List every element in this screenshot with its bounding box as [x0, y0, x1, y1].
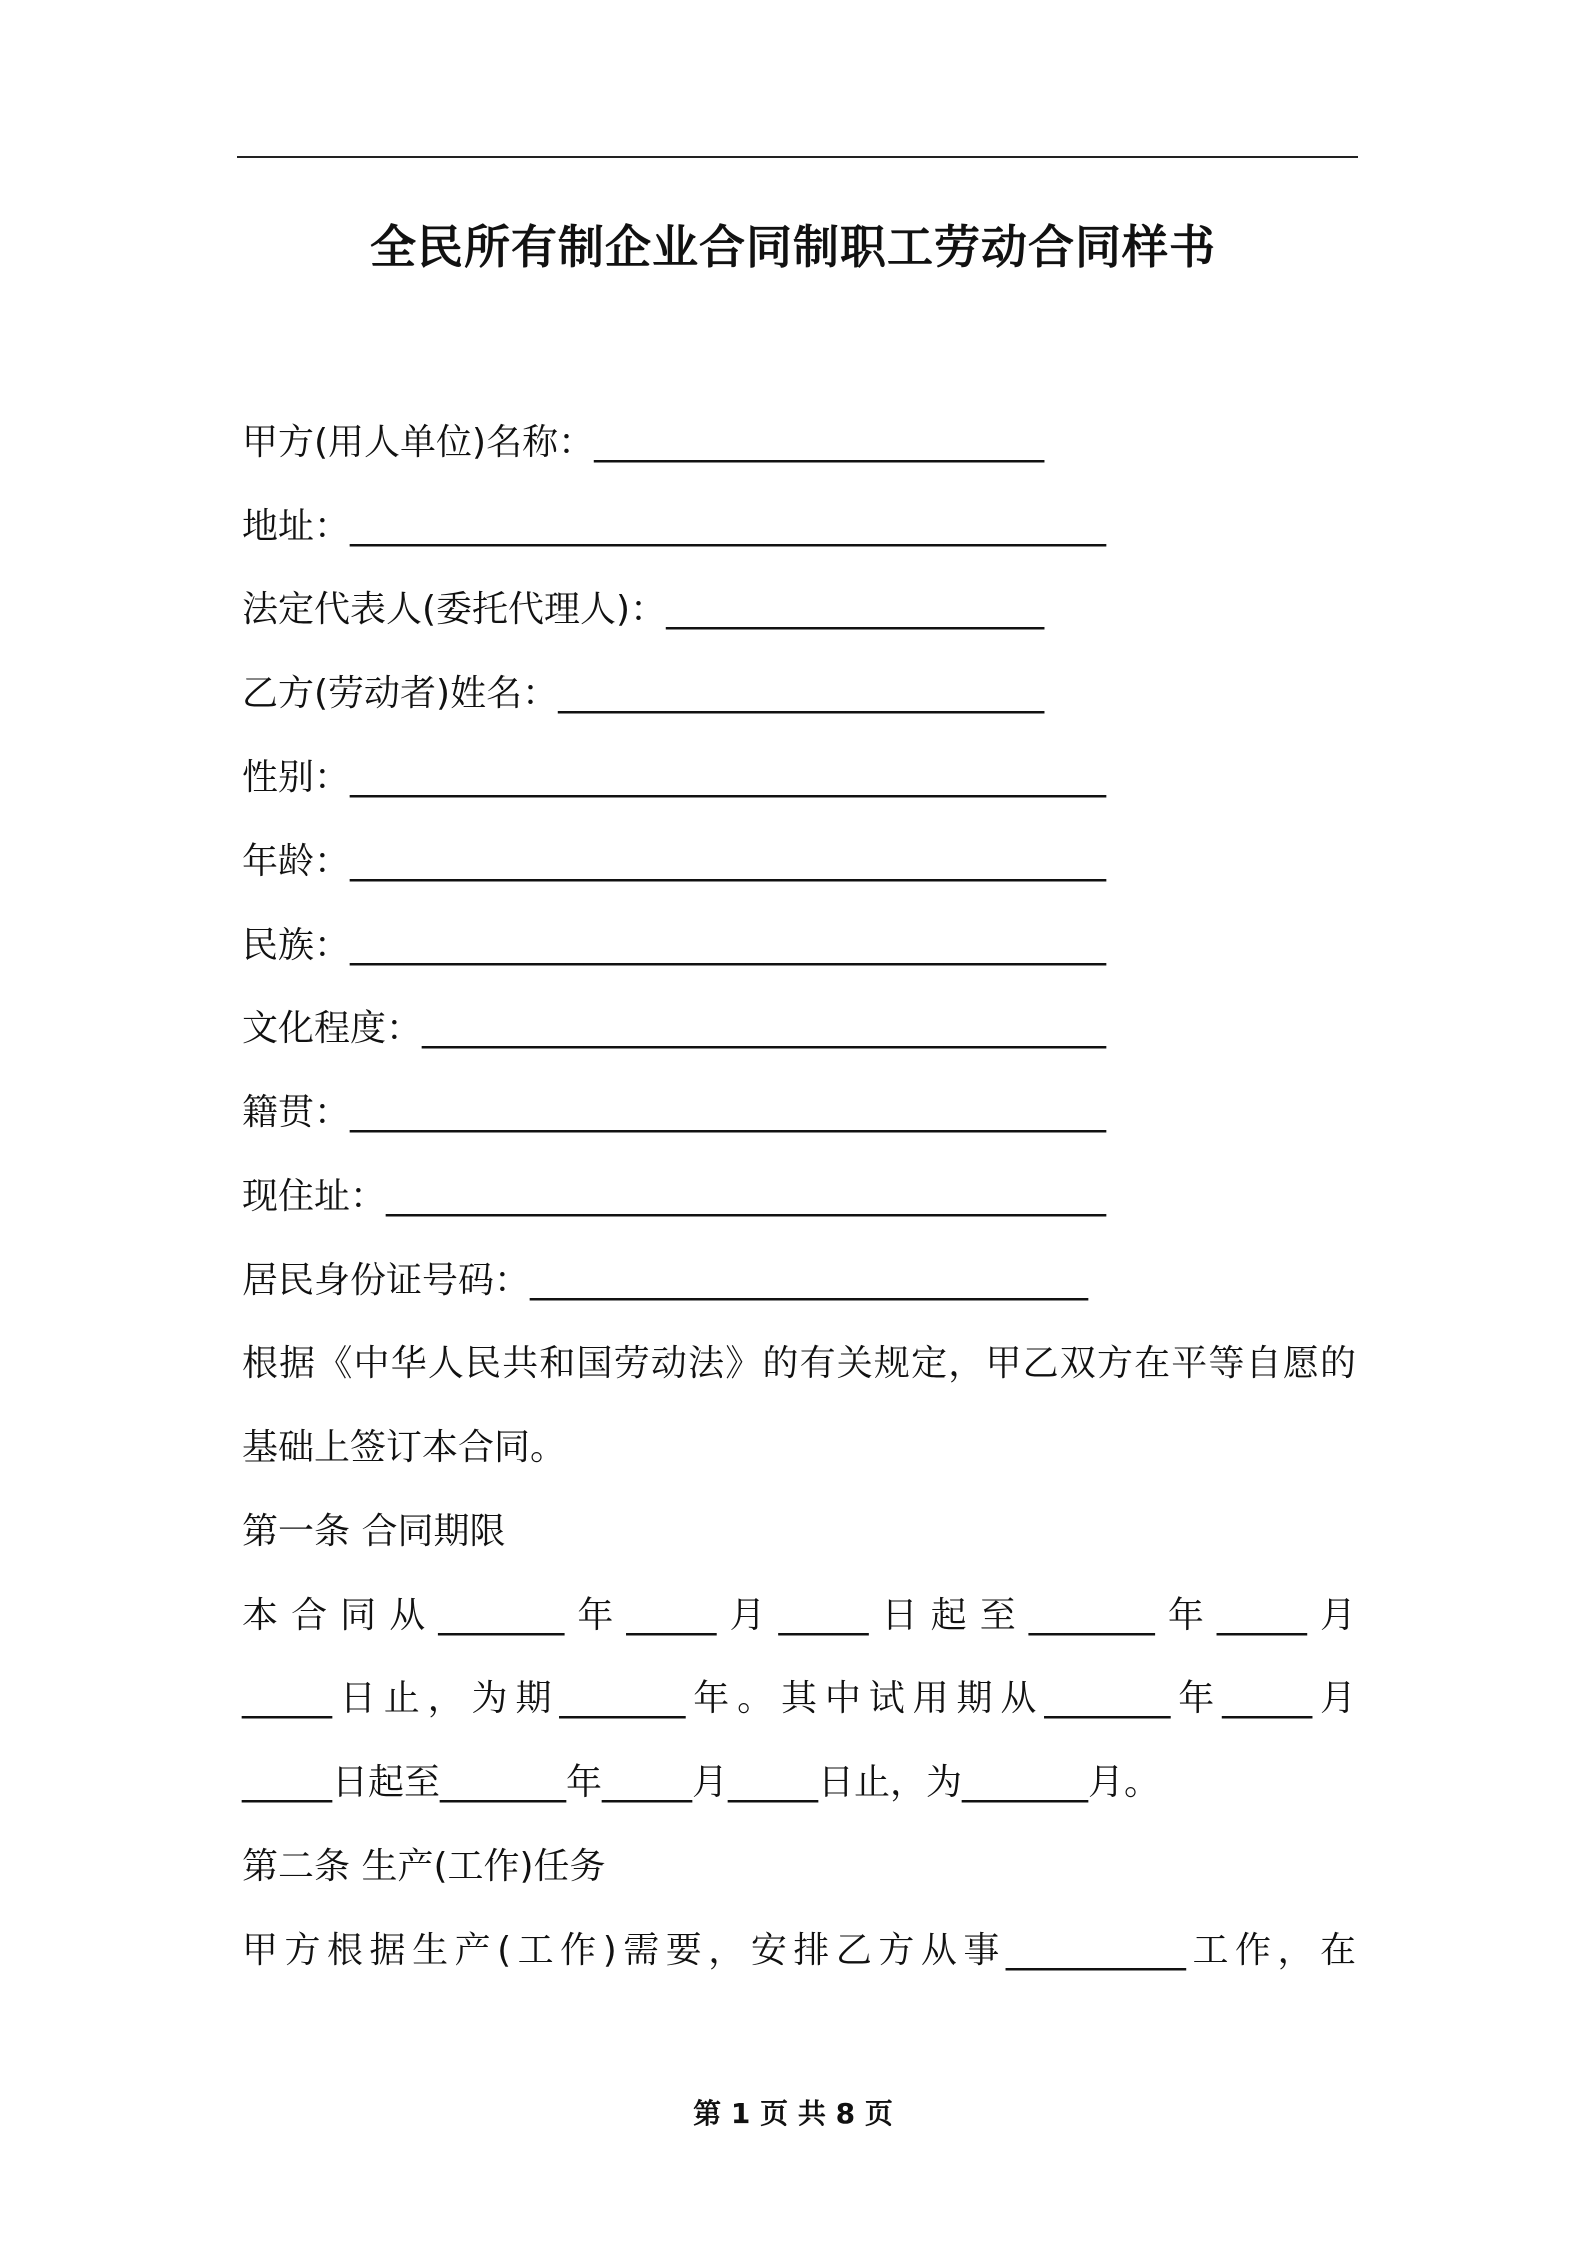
field-id-number: 居民身份证号码：_______________________________ — [242, 1260, 1089, 1301]
field-address: 地址：__________________________________________ — [242, 506, 1107, 547]
document-title: 全民所有制企业合同制职工劳动合同样书 — [370, 220, 1216, 274]
field-native-place: 籍贯：__________________________________________ — [242, 1092, 1107, 1133]
article-2-line-1: 甲方根据生产(工作)需要，安排乙方从事__________工作，在 — [242, 1930, 1356, 1971]
field-age: 年龄：__________________________________________ — [242, 841, 1107, 882]
intro-paragraph-line-2: 基础上签订本合同。 — [242, 1427, 567, 1468]
article-1-line-1: 本合同从_______年_____月_____日起至_______年_____月 — [242, 1595, 1356, 1636]
article-1-heading: 第一条 合同期限 — [242, 1511, 506, 1552]
field-ethnicity: 民族：__________________________________________ — [242, 925, 1107, 966]
field-employer-name: 甲方(用人单位)名称：_________________________ — [242, 422, 1045, 463]
article-2-heading: 第二条 生产(工作)任务 — [242, 1846, 606, 1887]
field-gender: 性别：__________________________________________ — [242, 757, 1107, 798]
article-1-line-3: _____日起至_______年_____月_____日止，为_______月。 — [242, 1762, 1161, 1803]
page-number-footer: 第 1 页 共 8 页 — [693, 2097, 893, 2130]
field-employee-name: 乙方(劳动者)姓名：___________________________ — [242, 673, 1045, 714]
field-legal-representative: 法定代表人(委托代理人)：_____________________ — [242, 589, 1045, 630]
field-current-address: 现住址：________________________________________ — [242, 1176, 1107, 1217]
header-rule — [237, 156, 1358, 158]
field-education: 文化程度：______________________________________ — [242, 1008, 1107, 1049]
intro-paragraph-line-1: 根据《中华人民共和国劳动法》的有关规定，甲乙双方在平等自愿的 — [242, 1343, 1356, 1384]
article-1-line-2: _____日止，为期_______年。其中试用期从_______年_____月 — [242, 1678, 1356, 1719]
